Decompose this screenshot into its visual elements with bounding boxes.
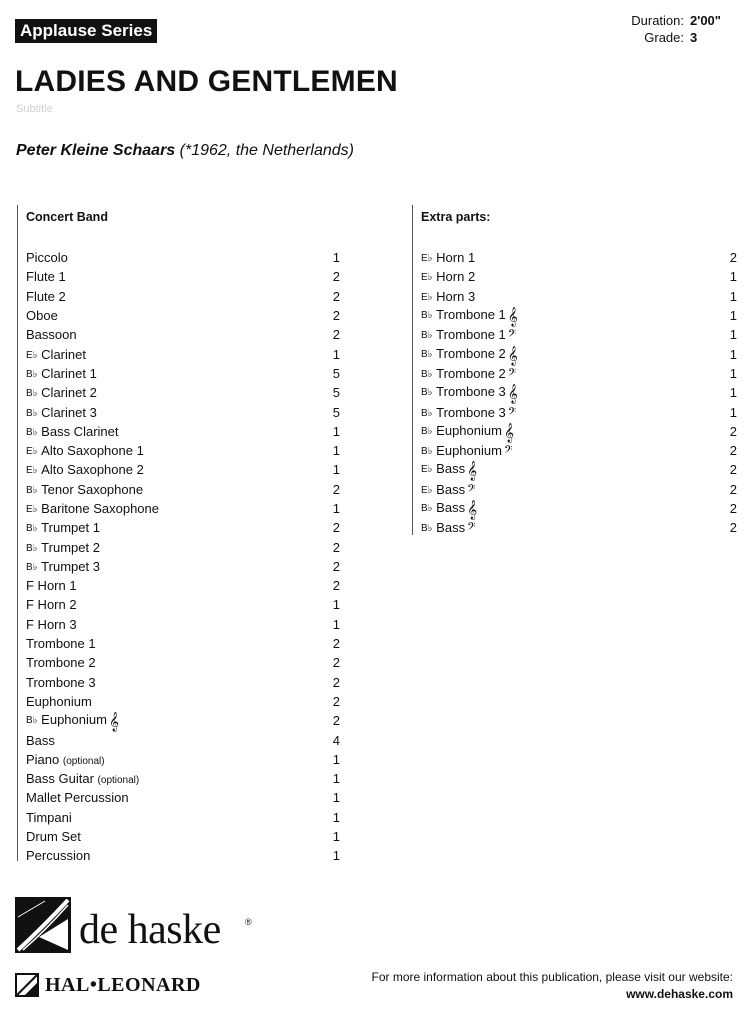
grade-label: Grade: bbox=[644, 30, 684, 45]
footer-info bbox=[371, 969, 733, 1003]
bass-clef-icon: 𝄢 bbox=[507, 366, 517, 382]
part-label: Bass bbox=[436, 481, 466, 497]
part-label: Baritone Saxophone bbox=[41, 501, 159, 516]
part-row bbox=[18, 808, 340, 827]
bass-clef-icon: 𝄢 bbox=[467, 482, 476, 498]
part-name bbox=[26, 385, 326, 400]
part-row bbox=[413, 287, 737, 306]
part-count: 2 bbox=[729, 423, 737, 439]
part-label: Euphonium bbox=[41, 712, 107, 728]
part-label: Bassoon bbox=[26, 327, 77, 343]
part-name bbox=[26, 250, 326, 265]
part-name bbox=[26, 269, 326, 284]
part-label: Drum Set bbox=[26, 829, 81, 845]
part-row bbox=[18, 344, 340, 363]
part-name bbox=[26, 829, 326, 844]
part-count: 1 bbox=[729, 385, 737, 401]
part-count: 1 bbox=[729, 365, 737, 381]
part-label: Bass Guitar bbox=[26, 771, 94, 787]
hal-leonard-logo bbox=[15, 971, 250, 1001]
transposition-key: B♭ bbox=[26, 542, 41, 554]
part-name bbox=[26, 443, 326, 458]
part-row bbox=[18, 537, 340, 556]
part-count: 2 bbox=[332, 481, 340, 497]
part-name bbox=[26, 712, 326, 733]
part-name bbox=[26, 462, 326, 477]
part-label: Bass bbox=[26, 732, 55, 748]
part-name bbox=[26, 810, 326, 825]
part-name bbox=[26, 694, 326, 709]
duration-value: 2'00" bbox=[690, 13, 721, 28]
treble-clef-icon: 𝄞 bbox=[507, 384, 518, 405]
concert-band-parts-list bbox=[18, 248, 340, 866]
part-count: 1 bbox=[729, 327, 737, 343]
part-row bbox=[413, 480, 737, 499]
transposition-key: E♭ bbox=[421, 464, 436, 476]
part-name bbox=[26, 482, 326, 497]
part-count: 2 bbox=[729, 462, 737, 478]
transposition-key: E♭ bbox=[26, 349, 41, 361]
part-name bbox=[26, 617, 326, 632]
part-label: Flute 1 bbox=[26, 269, 66, 285]
part-name bbox=[421, 405, 725, 420]
part-row bbox=[18, 518, 340, 537]
part-name bbox=[26, 578, 326, 593]
part-label: Trombone 3 bbox=[436, 384, 506, 400]
grade-row bbox=[631, 29, 736, 46]
transposition-key: B♭ bbox=[26, 388, 41, 400]
bass-clef-icon: 𝄢 bbox=[507, 405, 517, 421]
part-count: 1 bbox=[332, 443, 340, 459]
part-label: Euphonium bbox=[26, 693, 92, 709]
part-label: Trombone 3 bbox=[26, 674, 96, 690]
part-row bbox=[18, 634, 340, 653]
part-row bbox=[18, 441, 340, 460]
part-name bbox=[421, 443, 725, 458]
part-row bbox=[18, 422, 340, 441]
part-count: 1 bbox=[332, 829, 340, 845]
part-name bbox=[26, 520, 326, 535]
part-label: Horn 1 bbox=[436, 250, 476, 266]
part-label: Clarinet bbox=[41, 346, 86, 362]
transposition-key: B♭ bbox=[26, 426, 41, 438]
part-count: 1 bbox=[729, 346, 737, 362]
part-label: Trombone 2 bbox=[436, 365, 506, 381]
part-name bbox=[26, 675, 326, 690]
part-count: 5 bbox=[332, 404, 340, 420]
part-row bbox=[18, 480, 340, 499]
part-count: 2 bbox=[332, 674, 340, 690]
part-label: F Horn 1 bbox=[26, 578, 77, 594]
footer-info-text: For more information about this publication, please visit our website: bbox=[371, 970, 733, 984]
part-row bbox=[413, 518, 737, 537]
part-name bbox=[421, 307, 725, 328]
part-row bbox=[413, 306, 737, 328]
part-count: 2 bbox=[332, 327, 340, 343]
duration-label: Duration: bbox=[631, 13, 684, 28]
part-row bbox=[18, 846, 340, 865]
part-row bbox=[18, 402, 340, 421]
concert-band-section bbox=[17, 205, 340, 864]
part-count: 1 bbox=[332, 597, 340, 613]
part-name bbox=[421, 289, 725, 304]
part-row bbox=[18, 827, 340, 846]
de-haske-logo bbox=[13, 897, 258, 1007]
part-name bbox=[26, 501, 326, 516]
transposition-key: B♭ bbox=[421, 446, 436, 458]
part-row bbox=[413, 499, 737, 518]
part-name bbox=[26, 655, 326, 670]
transposition-key: E♭ bbox=[421, 291, 436, 303]
part-row bbox=[18, 287, 340, 306]
part-name bbox=[26, 752, 326, 767]
part-count: 2 bbox=[332, 308, 340, 324]
part-label: Trumpet 3 bbox=[41, 558, 100, 574]
part-name bbox=[26, 366, 326, 381]
part-count: 2 bbox=[332, 713, 340, 729]
extra-parts-section bbox=[412, 205, 737, 535]
part-count: 2 bbox=[729, 501, 737, 516]
score-metadata bbox=[631, 12, 736, 46]
part-label: Horn 2 bbox=[436, 269, 476, 285]
part-count: 2 bbox=[729, 520, 737, 536]
part-label: Piccolo bbox=[26, 250, 68, 266]
part-name bbox=[26, 733, 326, 748]
part-name bbox=[26, 636, 326, 651]
transposition-key: E♭ bbox=[421, 272, 436, 284]
part-label: Horn 3 bbox=[436, 288, 476, 304]
part-label: Bass Clarinet bbox=[41, 423, 119, 439]
transposition-key: B♭ bbox=[421, 368, 436, 380]
part-label: Euphonium bbox=[436, 443, 502, 459]
part-count: 2 bbox=[332, 693, 340, 709]
part-count: 2 bbox=[332, 269, 340, 285]
part-count: 1 bbox=[332, 462, 340, 478]
part-count: 1 bbox=[729, 404, 737, 420]
registered-mark: ® bbox=[245, 917, 252, 927]
part-count: 5 bbox=[332, 365, 340, 381]
part-name bbox=[421, 461, 725, 482]
part-label: Mallet Percussion bbox=[26, 790, 129, 806]
bass-clef-icon: 𝄢 bbox=[507, 328, 517, 344]
transposition-key: B♭ bbox=[26, 368, 41, 380]
extra-parts-heading: Extra parts: bbox=[421, 210, 491, 224]
transposition-key: E♭ bbox=[26, 504, 41, 515]
part-name bbox=[421, 269, 725, 284]
optional-note: (optional) bbox=[97, 775, 140, 787]
part-count: 2 bbox=[332, 539, 340, 555]
part-label: Trombone 1 bbox=[26, 636, 96, 652]
part-count: 2 bbox=[332, 520, 340, 536]
part-name bbox=[421, 345, 725, 366]
part-name bbox=[26, 289, 326, 304]
part-label: Trombone 2 bbox=[436, 345, 506, 361]
part-count: 1 bbox=[332, 616, 340, 632]
treble-clef-icon: 𝄞 bbox=[108, 712, 120, 733]
bass-clef-icon: 𝄢 bbox=[467, 521, 476, 537]
part-row bbox=[18, 364, 340, 383]
part-row bbox=[413, 460, 737, 482]
part-row bbox=[18, 306, 340, 325]
extra-parts-list bbox=[413, 248, 737, 537]
composer-name: Peter Kleine Schaars bbox=[16, 142, 176, 159]
part-row bbox=[413, 364, 737, 383]
part-row bbox=[18, 267, 340, 286]
part-label: Trombone 2 bbox=[26, 655, 96, 671]
part-name bbox=[421, 500, 725, 520]
part-row bbox=[18, 595, 340, 614]
transposition-key: B♭ bbox=[26, 715, 41, 727]
transposition-key: B♭ bbox=[26, 484, 41, 496]
transposition-key: B♭ bbox=[26, 561, 41, 573]
part-count: 1 bbox=[729, 269, 737, 285]
treble-clef-icon: 𝄞 bbox=[467, 500, 478, 520]
part-label: Piano bbox=[26, 751, 60, 767]
part-row bbox=[413, 383, 737, 405]
transposition-key: B♭ bbox=[421, 310, 436, 322]
part-label: Trumpet 1 bbox=[41, 520, 100, 536]
duration-row bbox=[631, 12, 736, 29]
part-count: 2 bbox=[332, 578, 340, 594]
part-row bbox=[413, 325, 737, 344]
composer-info: (*1962, the Netherlands) bbox=[179, 142, 354, 159]
part-count: 1 bbox=[332, 809, 340, 825]
part-row bbox=[18, 499, 340, 518]
part-count: 5 bbox=[332, 385, 340, 401]
transposition-key: B♭ bbox=[421, 330, 436, 342]
part-count: 2 bbox=[332, 558, 340, 574]
part-label: Trumpet 2 bbox=[41, 539, 100, 555]
part-name bbox=[421, 482, 725, 497]
composer-line bbox=[16, 142, 354, 160]
part-label: Bass bbox=[436, 461, 466, 477]
part-label: F Horn 3 bbox=[26, 616, 77, 632]
part-name bbox=[421, 384, 725, 405]
part-count: 1 bbox=[332, 346, 340, 362]
part-row bbox=[18, 692, 340, 711]
de-haske-logo-icon bbox=[15, 897, 71, 953]
part-count: 2 bbox=[332, 288, 340, 304]
part-row bbox=[413, 422, 737, 441]
transposition-key: B♭ bbox=[26, 523, 41, 535]
part-name bbox=[26, 540, 326, 555]
part-row bbox=[18, 750, 340, 769]
website-link[interactable]: www.dehaske.com bbox=[626, 987, 733, 1001]
part-row bbox=[18, 769, 340, 788]
part-count: 2 bbox=[729, 250, 737, 266]
part-label: Trombone 1 bbox=[436, 327, 506, 343]
part-count: 4 bbox=[332, 732, 340, 748]
transposition-key: E♭ bbox=[421, 253, 436, 265]
part-name bbox=[26, 308, 326, 323]
part-count: 1 bbox=[332, 848, 340, 864]
series-badge: Applause Series bbox=[15, 19, 157, 43]
part-count: 1 bbox=[729, 308, 737, 324]
hal-leonard-icon bbox=[15, 973, 39, 997]
part-name bbox=[26, 848, 326, 863]
subtitle: Subtitle bbox=[16, 103, 53, 115]
part-label: Trombone 3 bbox=[436, 404, 506, 420]
part-count: 1 bbox=[332, 423, 340, 439]
part-row bbox=[413, 402, 737, 421]
part-name bbox=[26, 597, 326, 612]
page-title: LADIES AND GENTLEMEN bbox=[15, 65, 398, 98]
part-row bbox=[18, 788, 340, 807]
part-name bbox=[26, 405, 326, 420]
part-name bbox=[421, 366, 725, 381]
transposition-key: B♭ bbox=[26, 407, 41, 419]
part-count: 2 bbox=[729, 443, 737, 459]
treble-clef-icon: 𝄞 bbox=[467, 461, 478, 482]
transposition-key: B♭ bbox=[421, 407, 436, 419]
part-label: Euphonium bbox=[436, 422, 502, 438]
transposition-key: B♭ bbox=[421, 387, 436, 399]
transposition-key: B♭ bbox=[421, 425, 436, 437]
part-row bbox=[18, 557, 340, 576]
part-name bbox=[421, 520, 725, 535]
part-row bbox=[18, 673, 340, 692]
part-name bbox=[26, 347, 326, 362]
part-label: Clarinet 1 bbox=[41, 365, 97, 381]
part-row bbox=[18, 460, 340, 479]
part-label: Bass bbox=[436, 500, 466, 515]
part-row bbox=[413, 441, 737, 460]
part-name bbox=[26, 559, 326, 574]
part-label: F Horn 2 bbox=[26, 597, 77, 613]
part-count: 1 bbox=[332, 501, 340, 516]
part-row bbox=[18, 615, 340, 634]
part-label: Alto Saxophone 2 bbox=[41, 462, 144, 478]
part-label: Tenor Saxophone bbox=[41, 481, 144, 497]
part-label: Clarinet 2 bbox=[41, 385, 97, 401]
part-label: Timpani bbox=[26, 809, 72, 825]
transposition-key: B♭ bbox=[421, 503, 436, 514]
part-name bbox=[421, 327, 725, 342]
part-count: 1 bbox=[332, 751, 340, 767]
part-label: Percussion bbox=[26, 848, 91, 864]
transposition-key: E♭ bbox=[26, 465, 41, 477]
part-label: Trombone 1 bbox=[436, 307, 506, 323]
part-label: Flute 2 bbox=[26, 288, 66, 304]
transposition-key: E♭ bbox=[26, 446, 41, 458]
treble-clef-icon: 𝄞 bbox=[507, 345, 518, 366]
part-row bbox=[18, 730, 340, 749]
part-label: Oboe bbox=[26, 308, 58, 324]
bass-clef-icon: 𝄢 bbox=[503, 444, 513, 460]
grade-value: 3 bbox=[690, 30, 698, 45]
treble-clef-icon: 𝄞 bbox=[503, 422, 515, 443]
hal-leonard-wordmark: HAL•LEONARD bbox=[45, 974, 201, 996]
part-count: 1 bbox=[332, 771, 340, 787]
part-label: Clarinet 3 bbox=[41, 404, 97, 420]
de-haske-wordmark: de haske bbox=[79, 907, 221, 953]
concert-band-heading: Concert Band bbox=[26, 210, 108, 224]
part-name bbox=[26, 771, 326, 786]
part-count: 2 bbox=[729, 481, 737, 497]
part-row bbox=[413, 248, 737, 267]
part-name bbox=[421, 422, 725, 443]
part-count: 1 bbox=[332, 790, 340, 806]
part-row bbox=[413, 344, 737, 366]
part-row bbox=[18, 325, 340, 344]
part-name bbox=[26, 424, 326, 439]
part-row bbox=[413, 267, 737, 286]
part-name bbox=[26, 790, 326, 805]
part-count: 2 bbox=[332, 655, 340, 671]
part-name bbox=[26, 327, 326, 342]
part-count: 1 bbox=[332, 250, 340, 266]
transposition-key: B♭ bbox=[421, 523, 436, 535]
part-row bbox=[18, 383, 340, 402]
part-label: Bass bbox=[436, 520, 466, 536]
part-row bbox=[18, 711, 340, 733]
part-row bbox=[18, 576, 340, 595]
optional-note: (optional) bbox=[62, 755, 105, 767]
transposition-key: E♭ bbox=[421, 484, 436, 496]
part-count: 1 bbox=[729, 288, 737, 304]
part-label: Alto Saxophone 1 bbox=[41, 443, 144, 459]
part-name bbox=[421, 250, 725, 265]
part-row bbox=[18, 248, 340, 267]
treble-clef-icon: 𝄞 bbox=[507, 307, 518, 328]
transposition-key: B♭ bbox=[421, 348, 436, 360]
part-count: 2 bbox=[332, 636, 340, 652]
part-row bbox=[18, 653, 340, 672]
